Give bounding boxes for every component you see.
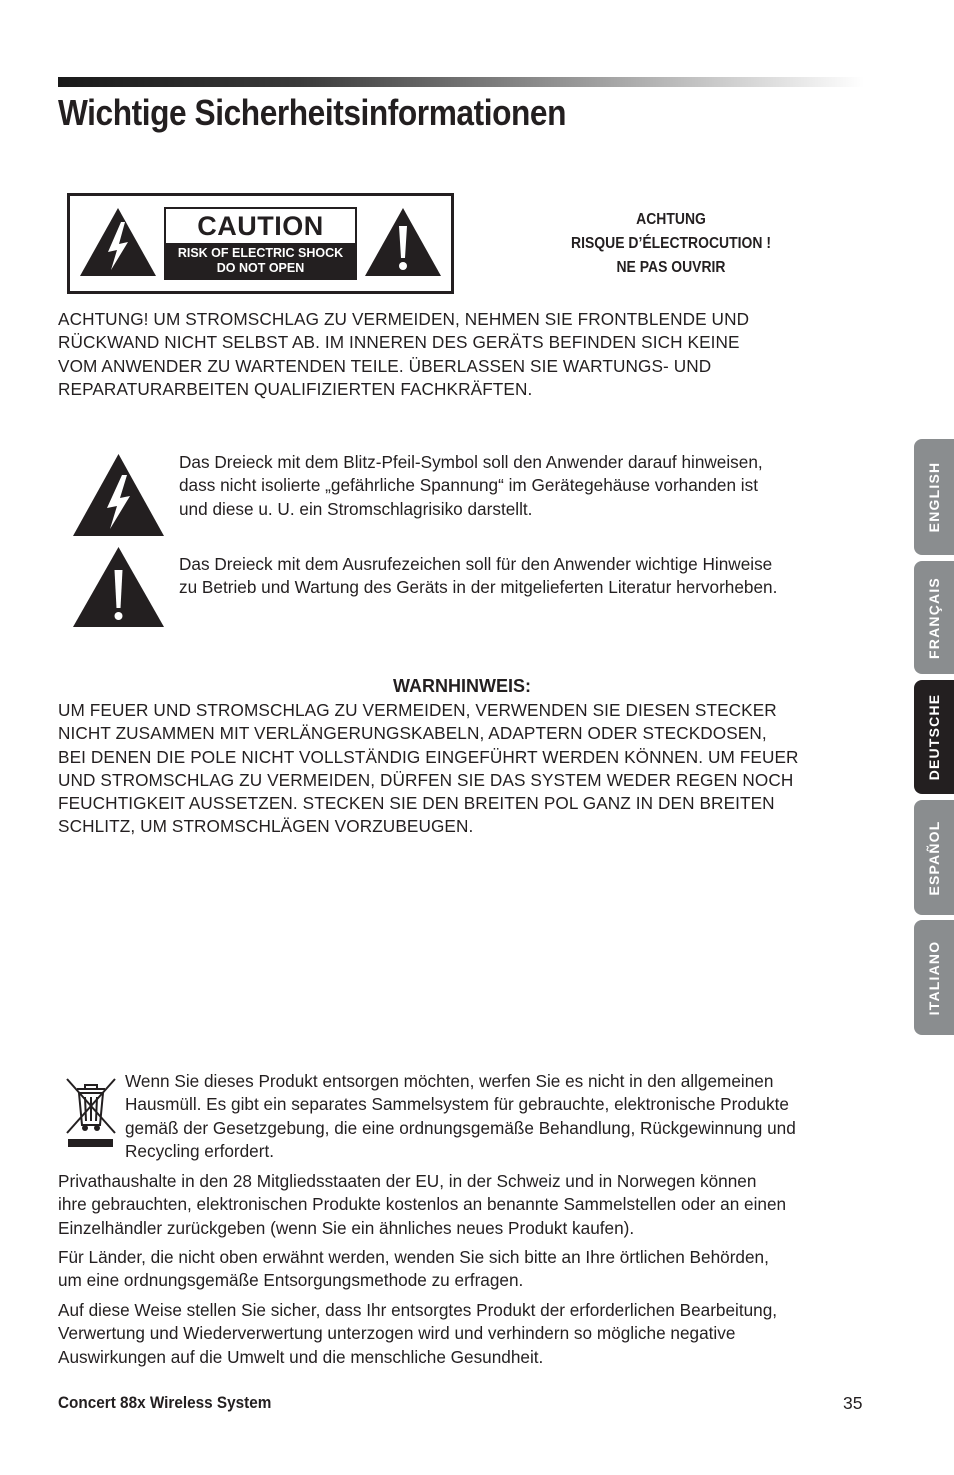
disposal-paragraph-2 (58, 1246, 864, 1293)
tab-francais[interactable] (914, 561, 954, 674)
text-line: REPARATURARBEITEN QUALIFIZIERTEN FACHKRÄFTEN. (58, 378, 533, 399)
caution-word: CAUTION (197, 211, 324, 241)
lightning-symbol-description (179, 451, 859, 521)
tab-label: ITALIANO (926, 940, 942, 1015)
page-number: 35 (843, 1393, 863, 1413)
exclamation-symbol-description (179, 553, 859, 600)
text-line: ihre gebrauchten, elektronischen Produkte kostenlos an benannte Sammelstellen oder an einen (58, 1194, 787, 1215)
text-line: dass nicht isolierte „gefährliche Spannung“ im Gerätegehäuse vorhanden ist (179, 475, 758, 496)
header-gradient-bar (58, 77, 864, 87)
tab-label: ESPAÑOL (926, 819, 942, 896)
text-line: Verwertung und Wiederverwertung unterzogen wird und verhindern so mögliche negative (58, 1323, 736, 1344)
text-line: Wenn Sie dieses Produkt entsorgen möchten, werfen Sie es nicht in den allgemeinen (125, 1071, 774, 1091)
tab-english[interactable] (914, 439, 954, 555)
tab-espanol[interactable] (914, 800, 954, 915)
text-line: Privathaushalte in den 28 Mitgliedsstaaten der EU, in der Schweiz und in Norwegen können (58, 1171, 757, 1191)
text-line: um eine ordnungsgemäße Entsorgungsmethode zu erfragen. (58, 1270, 524, 1291)
warnhinweis-heading: WARNHINWEIS: (393, 676, 531, 696)
text-line: gemäß der Gesetzgebung, die eine ordnungsgemäße Behandlung, Rückgewinnung und (125, 1117, 796, 1138)
caution-subtext-line: DO NOT OPEN (216, 261, 305, 275)
crossed-bin-icon (63, 1075, 118, 1150)
warnhinweis-paragraph (58, 699, 858, 839)
text-line: Das Dreieck mit dem Ausrufezeichen soll für den Anwender wichtige Hinweise (179, 554, 773, 574)
french-notice-line: ACHTUNG (636, 211, 706, 228)
text-line: Recycling erfordert. (125, 1140, 275, 1161)
french-notice-line: NE PAS OUVRIR (616, 259, 726, 276)
text-line: und diese u. U. ein Stromschlagrisiko darstellt. (179, 498, 533, 519)
text-line: RÜCKWAND NICHT SELBST AB. IM INNEREN DES GERÄTS BEFINDEN SICH KEINE (58, 332, 740, 353)
disposal-paragraph-1 (58, 1170, 864, 1240)
caution-label (67, 193, 454, 294)
text-line: VOM ANWENDER ZU WARTENDEN TEILE. ÜBERLASSEN SIE WARTUNGS- UND (58, 355, 712, 376)
text-line: Das Dreieck mit dem Blitz-Pfeil-Symbol soll den Anwender darauf hinweisen, (179, 452, 763, 472)
text-line: Auswirkungen auf die Umwelt und die menschliche Gesundheit. (58, 1346, 544, 1367)
text-line: BEI DENEN DIE POLE NICHT VOLLSTÄNDIG EINGEFÜHRT WERDEN KÖNNEN. UM FEUER (58, 746, 799, 767)
text-line: NICHT ZUSAMMEN MIT VERLÄNGERUNGSKABELN, ADAPTERN ODER STECKDOSEN, (58, 723, 767, 744)
caution-text-panel (164, 207, 357, 280)
lightning-triangle-icon (78, 206, 158, 278)
text-line: Hausmüll. Es gibt ein separates Sammelsystem für gebrauchte, elektronische Produkte (125, 1094, 789, 1115)
shock-warning-paragraph (58, 308, 858, 401)
french-notice-line: RISQUE D’ÉLECTROCUTION ! (571, 235, 771, 252)
tab-italiano[interactable] (914, 920, 954, 1035)
text-line: FEUCHTIGKEIT AUSSETZEN. STECKEN SIE DEN BREITEN POL GANZ IN DEN BREITEN (58, 793, 775, 814)
text-line: SCHLITZ, UM STROMSCHLÄGEN VORZUBEUGEN. (58, 816, 474, 837)
disposal-paragraph-3 (58, 1299, 864, 1369)
text-line: UND STROMSCHLAG ZU VERMEIDEN, DÜRFEN SIE DAS SYSTEM WEDER REGEN NOCH (58, 769, 794, 790)
exclamation-triangle-icon (363, 206, 443, 278)
text-line: zu Betrieb und Wartung des Geräts in der mitgelieferten Literatur hervorheben. (179, 577, 778, 598)
caution-subtext (166, 243, 355, 278)
caution-subtext-line: RISK OF ELECTRIC SHOCK (177, 246, 344, 260)
footer-product-name: Concert 88x Wireless System (58, 1393, 272, 1412)
text-line: ACHTUNG! UM STROMSCHLAG ZU VERMEIDEN, NEHMEN SIE FRONTBLENDE UND (58, 309, 750, 329)
page-title: Wichtige Sicherheitsinformationen (58, 92, 566, 133)
tab-deutsche[interactable] (914, 680, 954, 794)
tab-label: DEUTSCHE (926, 693, 942, 781)
text-line: Auf diese Weise stellen Sie sicher, dass Ihr entsorgtes Produkt der erforderlichen Bearbeitung, (58, 1300, 778, 1320)
tab-label: FRANÇAIS (926, 576, 942, 659)
text-line: Für Länder, die nicht oben erwähnt werden, wenden Sie sich bitte an Ihre örtlichen Behörden, (58, 1247, 769, 1267)
lightning-triangle-icon (72, 453, 165, 537)
text-line: UM FEUER UND STROMSCHLAG ZU VERMEIDEN, VERWENDEN SIE DIESEN STECKER (58, 700, 777, 720)
disposal-intro (125, 1070, 865, 1163)
exclamation-triangle-icon (72, 546, 165, 628)
tab-label: ENGLISH (926, 461, 942, 533)
french-caution-notice (544, 208, 798, 280)
text-line: Einzelhändler zurückgeben (wenn Sie ein ähnliches neues Produkt kaufen). (58, 1217, 635, 1238)
